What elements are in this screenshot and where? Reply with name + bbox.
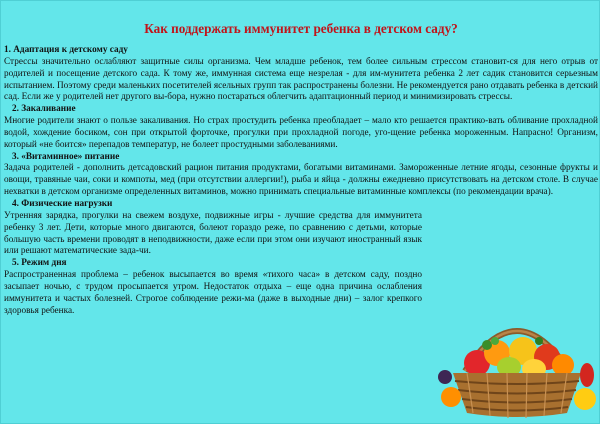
- section-text: Утренняя зарядка, прогулки на свежем воздухе, подвижные игры - лучшие средства для иммунитета ребенку 3 лет. Дети, которые много двигаются, болеют гораздо реже, по сравнению с детьми, которые большую часть времени проводят в неподвижности, даже если при этом они изучают иностранный язык или решают математические зада-чи.: [4, 210, 422, 257]
- section-heading: 1. Адаптация к детскому саду: [4, 45, 128, 55]
- section-text: Задача родителей - дополнить детсадовский рацион питания продуктами, богатыми витаминами. Замороженные летние ягоды, сезонные фрукты и овощи, травяные чаи, соки и компоты, мед (при отсутствии аллергии!), рыба и яйца - должны ежедневно присутствовать на детском столе. В случае нехватки в детском организме определенных витаминов, можно принимать специальные витаминные комплексы (по рекомендации врача).: [4, 163, 598, 198]
- article-body: [4, 45, 598, 317]
- section-heading: 2. Закаливание: [12, 104, 76, 115]
- fruit-basket-icon: [437, 301, 597, 421]
- section-adaptation: [4, 45, 598, 104]
- section-text: Стрессы значительно ослабляют защитные силы организма. Чем младше ребенок, тем более сильным стрессом становит-ся для него отрыв от родителей и посещение детского сада. К тому же, иммунная система еще незрелая - для им-мунитета ребенка 2 лет садик становится серьезным испытанием. Поэтому среди маленьких посетителей ясельных групп так распространены болезни. Не рекомендуется рано отдавать ребенка в детский сад. Если же у родителей нет другого вы-бора, нужно постараться облегчить адаптационный период и минимизировать стрессы.: [4, 56, 598, 103]
- section-heading: 3. «Витаминное» питание: [12, 151, 120, 162]
- section-heading: 4. Физические нагрузки: [12, 198, 113, 209]
- section-text: Многие родители знают о пользе закаливания. Но страх простудить ребенка преобладает – мало кто решается практико-вать обливание прохладной водой, хождение босиком, сон при открытой форточке, прогулки при прохладной погоде, уго-щение ребенка мороженным. Напрасно! Организм, который «не боится» перепадов температур, не болеет простудными заболеваниями.: [4, 116, 598, 150]
- section-text: Распространенная проблема – ребенок высыпается во время «тихого часа» в детском саду, поздно засыпает ночью, с трудом просыпается утром. Недостаток отдыха – еще одна причина ослабления иммунитета и частых болезней. Строгое соблюдение режи-ма (даже в выходные дни) – залог крепкого здоровья ребенка.: [4, 270, 422, 316]
- section-nutrition: [4, 152, 598, 199]
- section-heading: 5. Режим дня: [12, 258, 67, 269]
- section-hardening: [4, 104, 598, 151]
- section-physical-activity: [4, 199, 598, 258]
- page-title: Как поддержать иммунитет ребенка в детском саду?: [144, 21, 458, 36]
